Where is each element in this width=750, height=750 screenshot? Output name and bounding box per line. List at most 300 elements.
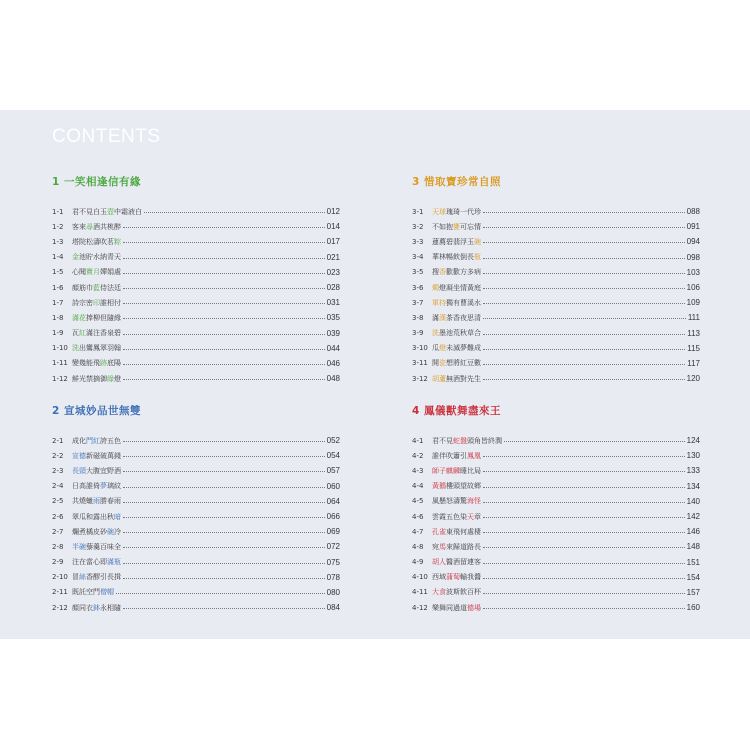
entry-list [412, 204, 700, 386]
dot-leader [123, 608, 325, 609]
toc-entry [52, 295, 340, 310]
entry-title [430, 374, 481, 384]
entry-title-highlight: 半碗 [72, 542, 86, 551]
entry-number: 3-12 [412, 374, 428, 383]
entry-title-post: 獨有曹溪水 [446, 298, 481, 307]
entry-title [70, 358, 121, 368]
entry-title-post: 未滅夢難成 [446, 344, 481, 353]
toc-entry [412, 310, 700, 325]
section-heading: 4 鳳儀獸舞盡來王 [412, 405, 501, 417]
entry-page-number: 057 [326, 466, 340, 476]
entry-title-highlight: 黃鵝 [432, 482, 446, 491]
entry-title-highlight: 鬥紅 [86, 436, 100, 445]
entry-title-highlight: 德場 [467, 603, 481, 612]
dot-leader [123, 349, 325, 350]
toc-entry [412, 570, 700, 585]
entry-number: 2-7 [52, 527, 64, 536]
entry-title [70, 267, 121, 277]
entry-number: 3-8 [412, 313, 424, 322]
dot-leader [123, 471, 325, 472]
toc-entry [412, 555, 700, 570]
entry-title-pre: 瓦 [72, 329, 79, 338]
entry-title-highlight: 瓶 [474, 253, 481, 262]
entry-page-number: 084 [326, 603, 340, 613]
entry-title-highlight: 跡 [100, 359, 107, 368]
entry-title-pre: 開 [432, 359, 439, 368]
toc-entry [52, 463, 340, 478]
entry-title-highlight: 瓷 [439, 359, 446, 368]
entry-title-post: 醫酒留連客 [446, 558, 481, 567]
entry-title [430, 572, 481, 582]
toc-entry [52, 509, 340, 524]
toc-entry [412, 585, 700, 600]
entry-number: 1-1 [52, 207, 64, 216]
entry-title-post: 章 [474, 512, 481, 521]
entry-title-highlight: 鉢 [93, 603, 100, 612]
dot-leader [123, 547, 325, 548]
dot-leader [123, 334, 325, 335]
entry-number: 3-7 [412, 298, 424, 307]
entry-number: 1-6 [52, 283, 64, 292]
entry-title-highlight: 印 [93, 298, 100, 307]
dot-leader [123, 517, 325, 518]
entry-title [430, 237, 481, 247]
entry-number: 2-11 [52, 588, 68, 597]
entry-title [70, 283, 121, 293]
entry-title-pre: 西域 [432, 573, 446, 582]
entry-title-highlight: 洗 [432, 329, 439, 338]
dot-leader [123, 456, 325, 457]
entry-number: 2-1 [52, 436, 64, 445]
entry-title-highlight: 海怪 [467, 497, 481, 506]
dot-leader [483, 487, 685, 488]
entry-number: 1-3 [52, 237, 64, 246]
entry-title-pre: 鮮光禁摘御 [72, 374, 107, 383]
entry-number: 1-5 [52, 268, 64, 277]
entry-page-number: 109 [686, 298, 700, 308]
entry-page-number: 117 [687, 358, 700, 368]
entry-title-highlight: 綠 [107, 374, 114, 383]
dot-leader [483, 563, 685, 564]
entry-title [70, 298, 121, 308]
entry-title-post: 勝春雨 [100, 497, 121, 506]
toc-entry [412, 219, 700, 234]
entry-title [430, 328, 481, 338]
entry-title [70, 527, 121, 537]
toc-entry [412, 280, 700, 295]
entry-page-number: 072 [326, 542, 340, 552]
dot-leader [483, 608, 685, 609]
entry-title-post: 歡歡方多病 [446, 268, 481, 277]
toc-entry [52, 371, 340, 386]
dot-leader [483, 318, 686, 319]
entry-page-number: 094 [686, 237, 700, 247]
dot-leader [483, 532, 685, 533]
entry-title [430, 603, 481, 613]
entry-title-post: 中霜液白 [114, 207, 142, 216]
entry-title-post: 瑰琦一代珍 [446, 207, 481, 216]
entry-page-number: 017 [326, 237, 340, 247]
entry-title-post: 誰相付 [100, 298, 121, 307]
entry-number: 1-9 [52, 329, 64, 338]
dot-leader [483, 517, 685, 518]
toc-entry [412, 234, 700, 249]
entry-title [70, 328, 121, 338]
entry-title-post: 香醪引長揖 [86, 573, 121, 582]
entry-title-post: 嬋娟處 [100, 268, 121, 277]
entry-title-highlight: 軍持 [432, 298, 446, 307]
dot-leader [123, 227, 325, 228]
toc-entry [412, 494, 700, 509]
entry-title-post: 永相隨 [100, 603, 121, 612]
entry-page-number: 048 [326, 374, 340, 384]
entry-title-highlight: 鳳凰 [467, 451, 481, 460]
entry-number: 3-4 [412, 253, 424, 262]
entry-title-pre: 顏筋巾 [72, 283, 93, 292]
entry-title-pre: 詩宗密 [72, 298, 93, 307]
entry-title-post: 睡比局 [460, 466, 481, 475]
entry-page-number: 157 [686, 587, 700, 597]
entry-title-highlight: 胡人 [432, 558, 446, 567]
entry-title [70, 207, 142, 217]
entry-title-post: 池貯水納青天 [79, 253, 121, 262]
entry-title-highlight: 胡蘆 [432, 374, 446, 383]
dot-leader [123, 288, 325, 289]
dot-leader [123, 318, 325, 319]
dot-leader [123, 441, 325, 442]
entry-title-post: 捧柳但隨緣 [86, 313, 121, 322]
entry-title-post: 滿注香泉碧 [86, 329, 121, 338]
entry-title-post: 輸我醬 [460, 573, 481, 582]
entry-title [70, 496, 121, 506]
entry-title [430, 527, 481, 537]
toc-entry [412, 250, 700, 265]
entry-number: 1-10 [52, 344, 68, 353]
section-heading: 1 一笑相逢信有緣 [52, 176, 141, 188]
entry-title [430, 451, 481, 461]
toc-entry [52, 448, 340, 463]
entry-number: 4-1 [412, 436, 424, 445]
section-heading: 3 惜取寶珍常自照 [412, 176, 501, 188]
entry-title-highlight: 壺 [107, 207, 114, 216]
entry-title [430, 267, 481, 277]
entry-title-post: 想將紅豆數 [446, 359, 481, 368]
entry-title-post: 茶香夜思清 [446, 313, 481, 322]
entry-page-number: 021 [326, 252, 340, 262]
toc-entry [52, 433, 340, 448]
toc-entry [412, 341, 700, 356]
entry-number: 2-8 [52, 542, 64, 551]
dot-leader [483, 303, 685, 304]
entry-page-number: 148 [686, 542, 700, 552]
entry-title-pre: 蓮薦碧翡浮玉 [432, 237, 474, 246]
entry-list [52, 433, 340, 615]
entry-number: 4-4 [412, 482, 424, 491]
entry-page-number: 130 [686, 451, 700, 461]
entry-title [430, 313, 481, 323]
dot-leader [123, 303, 325, 304]
entry-number: 2-5 [52, 497, 64, 506]
entry-title-pre: 翠瓜和露出秋 [72, 512, 114, 521]
dot-leader [123, 532, 325, 533]
entry-title-pre: 誰伴吹簫引 [432, 451, 467, 460]
entry-title [70, 237, 121, 247]
entry-page-number: 151 [686, 557, 700, 567]
entry-title-post: 樓頭望故鄉 [446, 482, 481, 491]
entry-page-number: 091 [686, 222, 700, 232]
entry-page-number: 088 [686, 207, 700, 217]
entry-title-highlight: 紅 [79, 329, 86, 338]
entry-page-number: 080 [326, 587, 340, 597]
dot-leader [483, 593, 685, 594]
entry-page-number: 064 [326, 496, 340, 506]
toc-entry [52, 356, 340, 371]
entry-page-number: 106 [686, 283, 700, 293]
entry-number: 3-11 [412, 359, 428, 368]
entry-title [70, 451, 121, 461]
toc-entry [52, 265, 340, 280]
entry-title-pre: 冒 [72, 573, 79, 582]
entry-title-highlight: 孔雀 [432, 527, 446, 536]
entry-title [70, 542, 121, 552]
entry-title-pre: 風懸怒濤驚 [432, 497, 467, 506]
dot-leader [123, 242, 325, 243]
entry-number: 1-8 [52, 313, 64, 322]
entry-title-post: 冷 [114, 527, 121, 536]
entry-number: 4-6 [412, 512, 424, 521]
entry-title-pre: 君不見 [432, 436, 453, 445]
toc-entry [52, 341, 340, 356]
entry-title [430, 222, 481, 232]
entry-title-post: 底陽 [107, 359, 121, 368]
entry-title-pre: 瓜 [432, 344, 439, 353]
entry-title-highlight: 夢 [100, 482, 107, 491]
toc-entry [52, 570, 340, 585]
entry-title-highlight: 蛇盤 [453, 436, 467, 445]
entry-page-number: 134 [686, 481, 700, 491]
dot-leader [123, 273, 325, 274]
dot-leader [123, 258, 325, 259]
entry-title [70, 222, 121, 232]
dot-leader [483, 349, 685, 350]
entry-title [430, 252, 481, 262]
entry-number: 3-3 [412, 237, 424, 246]
entry-title-post: 出鸞鳳翠羽翰 [79, 344, 121, 353]
entry-page-number: 133 [686, 466, 700, 476]
entry-number: 4-8 [412, 542, 424, 551]
entry-title-highlight: 滿花 [72, 313, 86, 322]
entry-title [70, 374, 121, 384]
entry-number: 4-11 [412, 588, 428, 597]
entry-page-number: 115 [687, 343, 700, 353]
entry-page-number: 012 [326, 207, 340, 217]
entry-title-highlight: 粽 [114, 237, 121, 246]
entry-title [430, 298, 481, 308]
entry-title [70, 466, 121, 476]
dot-leader [483, 227, 685, 228]
entry-page-number: 113 [687, 328, 700, 338]
entry-title [70, 572, 121, 582]
dot-leader [123, 379, 325, 380]
entry-title [70, 252, 121, 262]
entry-title-highlight: 暗 [114, 512, 121, 521]
entry-title-highlight: 寶月 [86, 268, 100, 277]
entry-title-highlight: 碗 [474, 237, 481, 246]
entry-title-highlight: 滿瓶 [107, 558, 121, 567]
entry-number: 1-2 [52, 222, 64, 231]
entry-number: 2-3 [52, 466, 64, 475]
entry-title-post: 酒共桃醉 [93, 222, 121, 231]
toc-entry [52, 219, 340, 234]
dot-leader [483, 578, 685, 579]
toc-entry [52, 479, 340, 494]
toc-entry [412, 433, 700, 448]
entry-title-post: 燈凝坐情黃庭 [439, 283, 481, 292]
entry-title-pre: 滿 [432, 313, 439, 322]
toc-entry [412, 463, 700, 478]
entry-title-pre: 君不見白玉 [72, 207, 107, 216]
entry-title-pre: 搜 [432, 268, 439, 277]
entry-title-post: 頭角皆終潤 [467, 436, 502, 445]
toc-entry [412, 479, 700, 494]
dot-leader [483, 471, 685, 472]
entry-title-highlight: 藍 [93, 283, 100, 292]
toc-entry [52, 494, 340, 509]
entry-page-number: 039 [326, 328, 340, 338]
entry-title-highlight: 大食 [432, 588, 446, 597]
toc-entry [52, 250, 340, 265]
entry-title [70, 512, 121, 522]
dot-leader [123, 364, 325, 365]
entry-number: 1-4 [52, 253, 64, 262]
dot-leader [123, 563, 325, 564]
toc-entry [412, 265, 700, 280]
entry-title-highlight: 蒲萄 [446, 573, 460, 582]
entry-number: 2-12 [52, 603, 68, 612]
entry-title-post: 來歸道路長 [446, 542, 481, 551]
toc-entry [52, 524, 340, 539]
entry-page-number: 140 [686, 496, 700, 506]
toc-entry [52, 234, 340, 249]
dot-leader [123, 578, 325, 579]
entry-title-post: 誇五色 [100, 436, 121, 445]
entry-title [430, 436, 502, 446]
entry-page-number: 035 [326, 313, 340, 323]
entry-number: 1-12 [52, 374, 68, 383]
dot-leader [116, 593, 325, 594]
toc-entry [412, 524, 700, 539]
entry-page-number: 120 [686, 374, 700, 384]
entry-title-pre: 變幾能飛 [72, 359, 100, 368]
dot-leader [483, 547, 685, 548]
entry-number: 2-2 [52, 451, 64, 460]
entry-title-highlight: 燈 [439, 344, 446, 353]
toc-entry [52, 539, 340, 554]
entry-title-pre: 樂舞同過道 [432, 603, 467, 612]
entry-page-number: 023 [326, 267, 340, 277]
entry-page-number: 028 [326, 283, 340, 293]
entry-number: 2-10 [52, 573, 68, 582]
entry-title [430, 481, 481, 491]
entry-title-pre: 成化 [72, 436, 86, 445]
entry-title-highlight: 宣德 [72, 451, 86, 460]
toc-entry [412, 326, 700, 341]
entry-page-number: 066 [326, 512, 340, 522]
toc-entry [52, 585, 340, 600]
entry-title-post: 侍法廷 [100, 283, 121, 292]
entry-title-pre: 心聞 [72, 268, 86, 277]
toc-entry [52, 600, 340, 615]
toc-entry [52, 280, 340, 295]
toc-entry [412, 371, 700, 386]
entry-title-post: 墨池荒秋草合 [439, 329, 481, 338]
entry-title-highlight: 甕 [453, 222, 460, 231]
toc-entry [412, 539, 700, 554]
entry-title-highlight: 雨 [93, 497, 100, 506]
dot-leader [123, 487, 325, 488]
entry-title-pre: 既託空門 [72, 588, 100, 597]
entry-title-post: 波斯飲百杯 [446, 588, 481, 597]
entry-page-number: 124 [686, 436, 700, 446]
entry-page-number: 160 [686, 603, 700, 613]
entry-page-number: 069 [326, 527, 340, 537]
entry-number: 1-7 [52, 298, 64, 307]
entry-title-post: 東飛何處棲 [446, 527, 481, 536]
dot-leader [483, 502, 685, 503]
toc-entry [412, 204, 700, 219]
entry-title-highlight: 僧帽 [100, 588, 114, 597]
dot-leader [483, 288, 685, 289]
entry-number: 2-4 [52, 482, 64, 491]
dot-leader [483, 364, 685, 365]
contents-panel [0, 110, 750, 639]
entry-title [430, 496, 481, 506]
entry-title-pre: 華林暢飲倒長 [432, 253, 474, 262]
toc-entry [412, 356, 700, 371]
entry-number: 4-12 [412, 603, 428, 612]
entry-page-number: 075 [326, 557, 340, 567]
contents-heading: CONTENTS [52, 126, 161, 147]
entry-title-pre: 塔院松濤吹茗 [72, 237, 114, 246]
entry-number: 4-7 [412, 527, 424, 536]
entry-title-post: 璃紋 [107, 482, 121, 491]
entry-title-highlight: 長頸 [72, 466, 86, 475]
entry-title-highlight: 金 [72, 253, 79, 262]
dot-leader [483, 242, 685, 243]
toc-entry [412, 600, 700, 615]
toc-entry [412, 448, 700, 463]
entry-page-number: 060 [326, 481, 340, 491]
entry-title-post: 藜羹百味全 [86, 542, 121, 551]
entry-title [430, 557, 481, 567]
entry-title [70, 557, 121, 567]
entry-title-highlight: 漢 [439, 313, 446, 322]
entry-title-highlight: 天 [467, 512, 474, 521]
entry-title [430, 283, 481, 293]
entry-title-highlight: 尋 [86, 222, 93, 231]
entry-title [430, 358, 481, 368]
entry-page-number: 111 [687, 313, 700, 323]
entry-number: 4-3 [412, 466, 424, 475]
entry-page-number: 142 [686, 512, 700, 522]
entry-number: 3-6 [412, 283, 424, 292]
entry-number: 4-2 [412, 451, 424, 460]
entry-number: 2-9 [52, 558, 64, 567]
entry-page-number: 046 [326, 358, 340, 368]
entry-number: 4-5 [412, 497, 424, 506]
entry-title-pre: 日高誰倚 [72, 482, 100, 491]
section-heading: 2 宣城妙品世無雙 [52, 405, 141, 417]
